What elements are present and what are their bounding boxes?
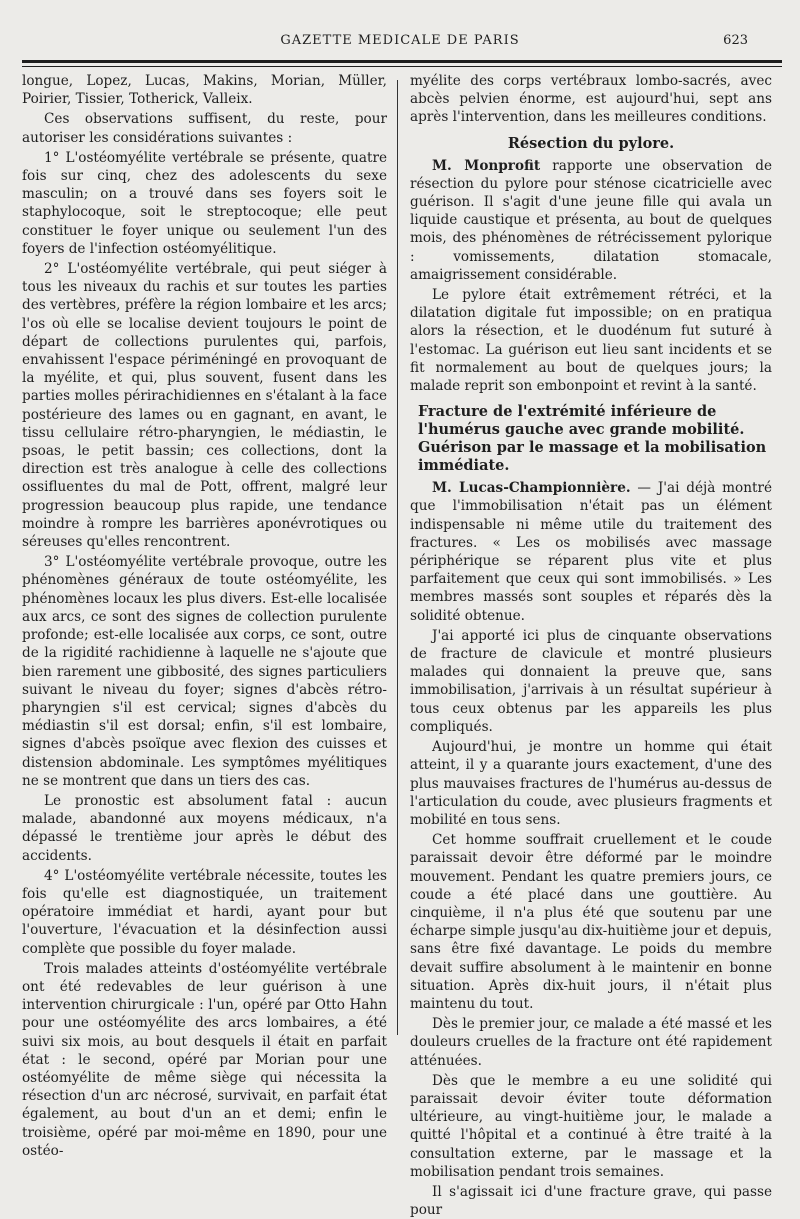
- paragraph-text: — J'ai déjà montré que l'immobilisation n'était pas un élément indispensable ni même utile du traitement des fractures. « Les os mobilisés avec massage périphérique se réparent plus vite et plus parfaitement que ceux qui sont immobilisés. » Les membres massés sont souples et réparés dès la solidité obtenue.: [410, 480, 772, 624]
- header-rule-thin: [22, 66, 782, 67]
- author-name: M. Monprofit: [432, 157, 541, 174]
- paragraph: 2° L'ostéomyélite vertébrale, qui peut siéger à tous les niveaux du rachis et sur toutes les parties des vertèbres, préfère la région lombaire et les arcs; l'os où elle se localise devient toujours le point de départ de collections purulentes qui, parfois, envahissent l'espace périméningé en provoquant de la myélite, et qui, plus souvent, fusent dans les parties molles périrachidiennes en s'étalant à la face postérieure des lames ou en gagnant, en avant, le tissu cellulaire rétro-pharyngien, le médiastin, le psoas, le petit bassin; ces collections, dont la direction est très analogue à celle des collections ossifluentes du mal de Pott, offrent, malgré leur progression beaucoup plus rapide, une tendance moindre à rompre les barrières aponévrotiques ou séreuses qu'elles rencontrent.: [22, 261, 387, 551]
- paragraph: Le pylore était extrêmement rétréci, et la dilatation digitale fut impossible; on en pratiqua alors la résection, et le duodénum fut suturé à l'estomac. La guérison eut lieu sant incidents et se fit normalement au bout de quelques jours; la malade reprit son embonpoint et revint à la santé.: [410, 287, 772, 395]
- paragraph: Dès le premier jour, ce malade a été massé et les douleurs cruelles de la fracture ont été rapidement atténuées.: [410, 1016, 772, 1069]
- paragraph: Le pronostic est absolument fatal : aucun malade, abandonné aux moyens médicaux, n'a dépassé le trentième jour après le début des accidents.: [22, 792, 387, 864]
- paragraph: Dès que le membre a eu une solidité qui paraissait devoir éviter toute déformation ultérieure, au vingt-huitième jour, le malade a quitté l'hôpital et a continué à être traité à la consultation externe, par le massage et la mobilisation pendant trois semaines.: [410, 1072, 772, 1180]
- column-divider: [397, 80, 398, 1035]
- paragraph: Cet homme souffrait cruellement et le coude paraissait devoir être déformé par le moindre mouvement. Pendant les quatre premiers jours, ce coude a été placé dans une gouttière. Au cinquième, il n'a plus été que soutenu par une écharpe simple jusqu'au dix-huitième jour et depuis, sans être fixé davantage. Le poids du membre devait suffire absolument à le maintenir en bonne situation. Après dix-huit jours, il n'était plus maintenu du tout.: [410, 832, 772, 1012]
- paragraph-text: rapporte une observation de résection du pylore pour sténose cicatricielle avec guérison. Il s'agit d'une jeune fille qui avala un liquide caustique et présenta, au bout de quelques mois, des phénomènes de rétrécissement pylorique : vomissements, dilatation stomacale, amaigrissement considérable.: [410, 157, 772, 283]
- paragraph: Trois malades atteints d'ostéomyélite vertébrale ont été redevables de leur guérison à une intervention chirurgicale : l'un, opéré par Otto Hahn pour une ostéomyélite des arcs lombaires, a été suivi six mois, au bout desquels il était en parfait état : le second, opéré par Morian pour une ostéomyélite de même siège qui nécessita la résection d'un arc nécrosé, survivait, en parfait état également, au bout d'un an et demi; enfin le troisième, opéré par moi-même en 1890, pour une ostéo-: [22, 960, 387, 1159]
- header-rule-thick: [22, 60, 782, 63]
- paragraph: longue, Lopez, Lucas, Makins, Morian, Müller, Poirier, Tissier, Totherick, Valleix.: [22, 73, 387, 108]
- left-column: [22, 72, 387, 1159]
- paragraph: Ces observations suffisent, du reste, pour autoriser les considérations suivantes :: [22, 111, 387, 146]
- paragraph: Il s'agissait ici d'une fracture grave, qui passe pour: [410, 1183, 772, 1219]
- page-number: 623: [723, 33, 748, 48]
- paragraph: Aujourd'hui, je montre un homme qui était atteint, il y a quarante jours exactement, d'une des plus mauvaises fractures de l'humérus au-dessus de l'articulation du coude, avec plusieurs fragments et mobilité en tous sens.: [410, 739, 772, 828]
- paragraph: myélite des corps vertébraux lombo-sacrés, avec abcès pelvien énorme, est aujourd'hui, sept ans après l'intervention, dans les meilleures conditions.: [410, 73, 772, 126]
- section-heading: Résection du pylore.: [507, 134, 675, 152]
- paragraph: 3° L'ostéomyélite vertébrale provoque, outre les phénomènes généraux de toute ostéomyélite, les phénomènes locaux les plus divers. Est-elle localisée aux arcs, ce sont des signes de collection purulente profonde; est-elle localisée aux corps, ce sont, outre de la rigidité rachidienne à laquelle ne s'ajoute que bien rarement une gibbosité, des signes particuliers suivant le niveau du foyer; signes d'abcès rétro-pharyngien s'il est cervical; signes d'abcès du médiastin s'il est dorsal; enfin, s'il est lombaire, signes d'abcès psoïque avec flexion des cuisses et distension abdominale. Les symptômes myélitiques ne se montrent que dans un tiers des cas.: [22, 554, 387, 789]
- section-heading: Fracture de l'extrémité inférieure de l'humérus gauche avec grande mobilité. Guérison par le massage et la mobilisation immédiate.: [418, 403, 767, 475]
- running-header: [20, 33, 780, 53]
- right-column: [410, 72, 772, 1219]
- paragraph: 1° L'ostéomyélite vertébrale se présente, quatre fois sur cinq, chez des adolescents du sexe masculin; on a trouvé dans ses foyers soit le staphylocoque, soit le streptocoque; elle peut constituer le foyer unique ou seulement l'un des foyers de l'infection ostéomyélitique.: [22, 149, 387, 257]
- paragraph: [410, 479, 772, 625]
- journal-title: GAZETTE MEDICALE DE PARIS: [280, 33, 520, 48]
- paragraph: 4° L'ostéomyélite vertébrale nécessite, toutes les fois qu'elle est diagnostiquée, un traitement opératoire immédiat et hardi, ayant pour but l'ouverture, l'évacuation et la désinfection aussi complète que possible du foyer malade.: [22, 867, 387, 957]
- paragraph: [410, 157, 772, 284]
- author-name: M. Lucas-Championnière.: [432, 480, 631, 497]
- paragraph: J'ai apporté ici plus de cinquante observations de fracture de clavicule et montré plusieurs malades qui donnaient la preuve que, sans immobilisation, j'arrivais à un résultat supérieur à tous ceux obtenus par les appareils les plus compliqués.: [410, 627, 772, 735]
